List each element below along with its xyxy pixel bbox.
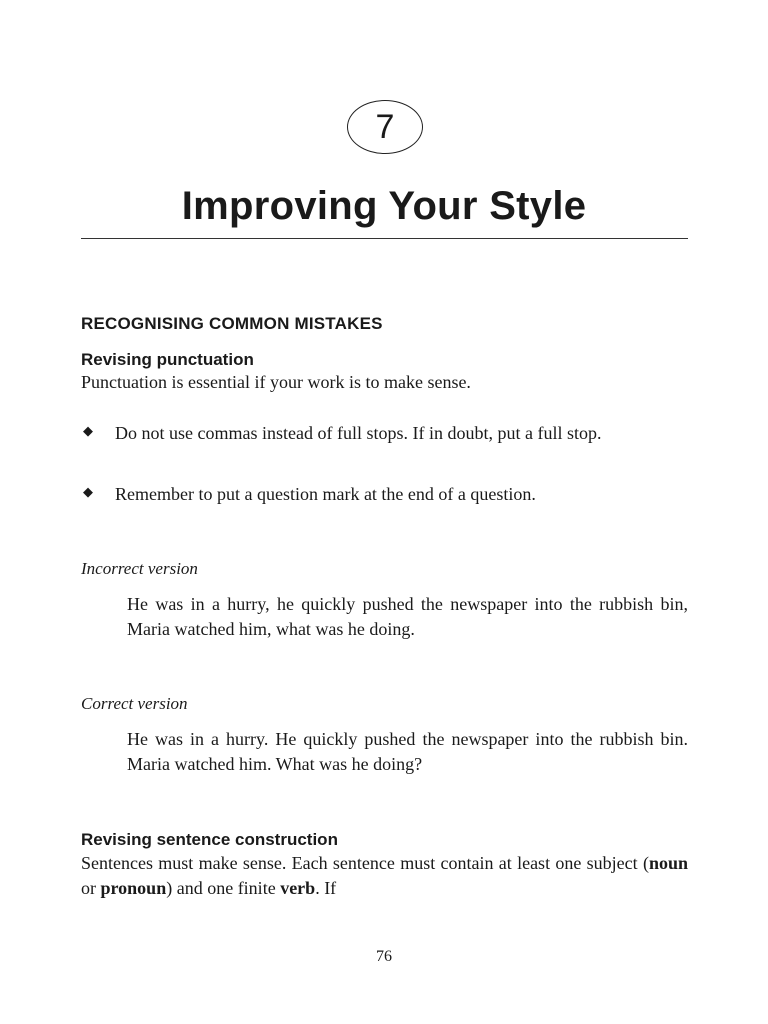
- incorrect-version-label: Incorrect version: [81, 559, 198, 578]
- page-number: 76: [376, 948, 392, 965]
- correct-example: He was in a hurry. He quickly pushed the newspaper into the rubbish bin. Maria watched him. What was he doing?: [127, 729, 688, 774]
- correct-version-label: Correct version: [81, 694, 188, 713]
- title-divider: [81, 238, 688, 239]
- sentence-construction-paragraph: Sentences must make sense. Each sentence must contain at least one subject (noun or pronoun) and one finite verb. If: [81, 853, 688, 898]
- diamond-bullet-icon: ◆: [83, 485, 93, 500]
- punctuation-heading: Revising punctuation: [81, 350, 254, 369]
- punctuation-intro: Punctuation is essential if your work is to make sense.: [81, 372, 471, 392]
- bullet-item: [81, 421, 688, 446]
- bullet-text: Remember to put a question mark at the end of a question.: [115, 484, 536, 504]
- chapter-number: 7: [347, 100, 423, 154]
- bullet-item: [81, 482, 688, 507]
- incorrect-example: He was in a hurry, he quickly pushed the newspaper into the rubbish bin, Maria watched him, what was he doing.: [127, 594, 688, 639]
- term-pronoun: pronoun: [100, 878, 167, 898]
- bullet-text: Do not use commas instead of full stops. If in doubt, put a full stop.: [115, 423, 602, 443]
- term-verb: verb: [280, 878, 316, 898]
- term-noun: noun: [648, 853, 688, 873]
- section-heading: RECOGNISING COMMON MISTAKES: [81, 314, 383, 333]
- diamond-bullet-icon: ◆: [83, 424, 93, 439]
- chapter-title: Improving Your Style: [181, 184, 587, 228]
- sentence-construction-heading: Revising sentence construction: [81, 830, 338, 849]
